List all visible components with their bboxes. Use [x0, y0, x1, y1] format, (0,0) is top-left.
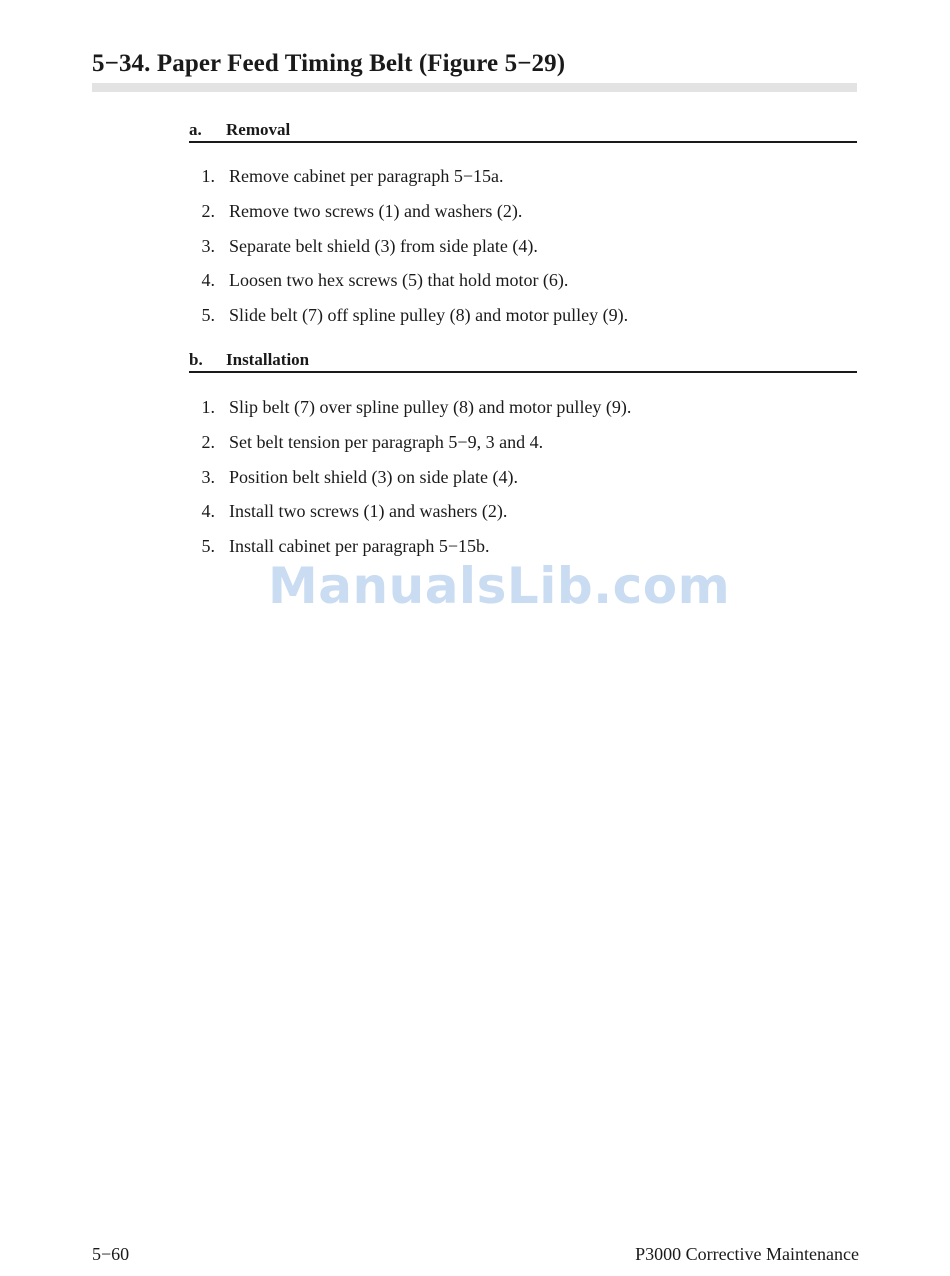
list-item [189, 465, 857, 500]
step-number: 2. [201, 200, 215, 221]
step-number: 5. [201, 305, 215, 325]
step-text: Slide belt (7) off spline pulley (8) and motor pulley (9). [229, 305, 629, 325]
title-rule [92, 83, 857, 92]
list-item [189, 164, 857, 199]
step-number: 3. [201, 466, 215, 487]
step-text: Separate belt shield (3) from side plate (4). [229, 235, 538, 256]
installation-steps-list [189, 395, 857, 569]
watermark: ManualsLib.com [268, 557, 731, 615]
section-title: Installation [226, 350, 310, 369]
page-title: 5−34. Paper Feed Timing Belt (Figure 5−29) [92, 50, 566, 77]
removal-steps-list [189, 164, 857, 338]
step-number: 5. [201, 536, 215, 556]
section-letter: a. [189, 120, 202, 139]
document-name: P3000 Corrective Maintenance [635, 1244, 859, 1264]
list-item [189, 234, 857, 269]
step-text: Remove cabinet per paragraph 5−15a. [229, 166, 504, 186]
step-text: Position belt shield (3) on side plate (4). [229, 466, 518, 487]
section-heading-removal [189, 117, 857, 143]
step-number: 2. [201, 431, 215, 452]
step-text: Remove two screws (1) and washers (2). [229, 200, 523, 221]
step-text: Install cabinet per paragraph 5−15b. [229, 536, 490, 556]
step-text: Loosen two hex screws (5) that hold motor (6). [229, 270, 569, 291]
list-item [189, 430, 857, 465]
page-number: 5−60 [92, 1244, 130, 1264]
list-item [189, 303, 857, 338]
step-number: 4. [201, 270, 215, 291]
step-text: Set belt tension per paragraph 5−9, 3 and 4. [229, 431, 544, 452]
list-item [189, 395, 857, 430]
step-text: Install two screws (1) and washers (2). [229, 501, 508, 522]
step-number: 1. [201, 166, 215, 186]
section-heading-installation [189, 347, 857, 373]
list-item [189, 199, 857, 234]
step-number: 1. [201, 397, 215, 417]
section-letter: b. [189, 350, 203, 369]
list-item [189, 268, 857, 303]
step-number: 3. [201, 235, 215, 256]
step-text: Slip belt (7) over spline pulley (8) and motor pulley (9). [229, 397, 632, 417]
section-title: Removal [226, 120, 291, 139]
list-item [189, 499, 857, 534]
step-number: 4. [201, 501, 215, 522]
